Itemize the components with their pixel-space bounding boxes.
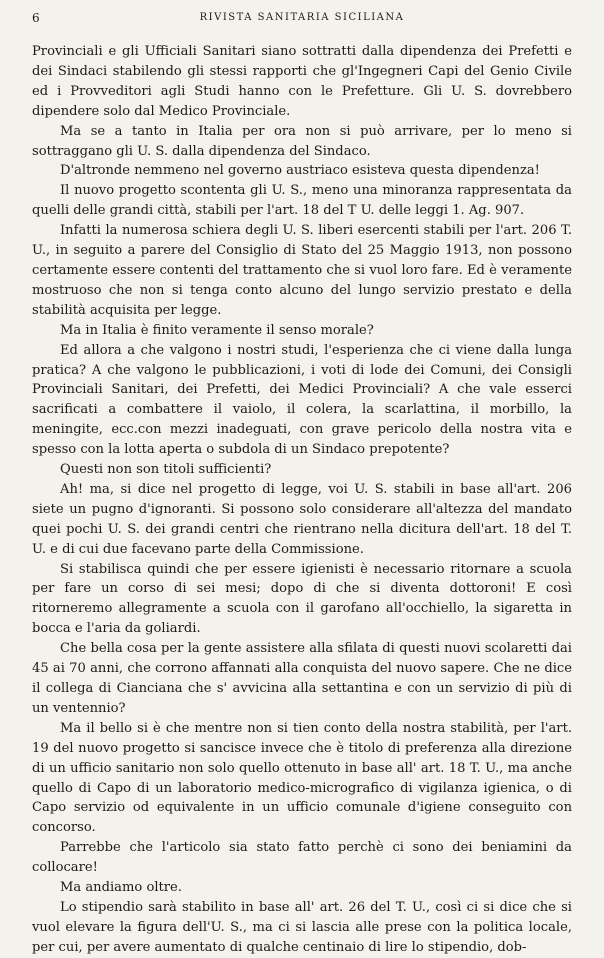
paragraph-3: D'altronde nemmeno nel governo austriaco esisteva questa dipendenza! [60,163,540,179]
paragraph-1: Provinciali e gli Ufficiali Sanitari siano sottratti dalla dipendenza dei Prefetti e dei Sindaci stabilendo gli stessi rapporti che gl'Ingegneri Capi del Genio Civile ed i Provveditori agli Studi hanno con le Prefetture. Gli U. S. dovrebbero dipendere solo dal Medico Provinciale. [32,44,572,119]
paragraph-12: Ma il bello si è che mentre non si tien conto della nostra stabilità, per l'art. 19 del nuovo progetto si sancisce invece che è titolo di preferenza alla direzione di un ufficio sanitario non solo quello ottenuto in base all' art. 18 T. U., ma anche quello di Capo di un laboratorio medico-micrografico di vigilanza igienica, o di Capo servizio od equivalente in un ufficio comunale d'igiene conseguito con concorso. [32,720,572,836]
paragraph-4: Il nuovo progetto scontenta gli U. S., meno una minoranza rappresentata da quelli delle grandi città, stabili per l'art. 18 del T U. delle leggi 1. Ag. 907. [32,183,572,219]
paragraph-11: Che bella cosa per la gente assistere alla sfilata di questi nuovi scolaretti dai 45 ai 70 anni, che corrono affannati alla conquista del nuovo sapere. Che ne dice il collega di Cianciana che s' avvicina alla settantina e con un servizio di più di un ventennio? [32,641,572,716]
paragraph-14: Ma andiamo oltre. [60,880,182,896]
paragraph-7: Ed allora a che valgono i nostri studi, l'esperienza che ci viene dalla lunga pratica? A che valgono le pubblicazioni, i voti di lode dei Comuni, dei Consigli Provinciali Sanitari, dei Prefetti, dei Medici Provinciali? A che vale esserci sacrificati a combattere il vaiolo, il colera, la scarlattina, il morbillo, la meningite, ecc.con mezzi inadeguati, con grave pericolo della nostra vita e spesso con la lotta aperta o subdola di un Sindaco prepotente? [32,342,572,458]
paragraph-8: Questi non son titoli sufficienti? [60,462,272,478]
paragraph-6: Ma in Italia è finito veramente il senso morale? [60,322,374,338]
paragraph-10: Si stabilisca quindi che per essere igienisti è necessario ritornare a scuola per fare un corso di sei mesi; dopo di che si diventa dottoroni! E così ritorneremo allegramente a scuola con il garofano all'occhiello, la sigaretta in bocca e l'aria da goliardi. [32,561,572,637]
paragraph-2: Ma se a tanto in Italia per ora non si può arrivare, per lo meno si sottraggano gli U. S. dalla dipendenza del Sindaco. [32,123,572,159]
paragraph-9: Ah! ma, si dice nel progetto di legge, voi U. S. stabili in base all'art. 206 siete un pugno d'ignoranti. Si possono solo considerare all'altezza del mandato quei pochi U. S. dei grandi centri che rientrano nella dicitura dell'art. 18 del T. U. e di cui due facevano parte della Commissione. [32,481,572,557]
paragraph-13: Parrebbe che l'articolo sia stato fatto perchè ci sono dei beniamini da collocare! [32,840,572,876]
journal-title: RIVISTA SANITARIA SICILIANA [199,12,405,23]
running-head [32,10,572,26]
body-text [32,42,572,958]
paragraph-5: Infatti la numerosa schiera degli U. S. liberi esercenti stabili per l'art. 206 T. U., in seguito a parere del Consiglio di Stato del 25 Maggio 1913, non possono certamente essere contenti del trattamento che si vuol loro fare. Ed è veramente mostruoso che non si tenga conto alcuno del lungo servizio prestato e della stabilità acquisita per legge. [32,223,572,318]
paragraph-15: Lo stipendio sarà stabilito in base all' art. 26 del T. U., così ci si dice che si vuol elevare la figura dell'U. S., ma ci si lascia alle prese con la politica locale, per cui, per avere aumentato di qualche centinaio di lire lo stipendio, dob- [32,899,572,955]
page-number: 6 [32,11,40,25]
